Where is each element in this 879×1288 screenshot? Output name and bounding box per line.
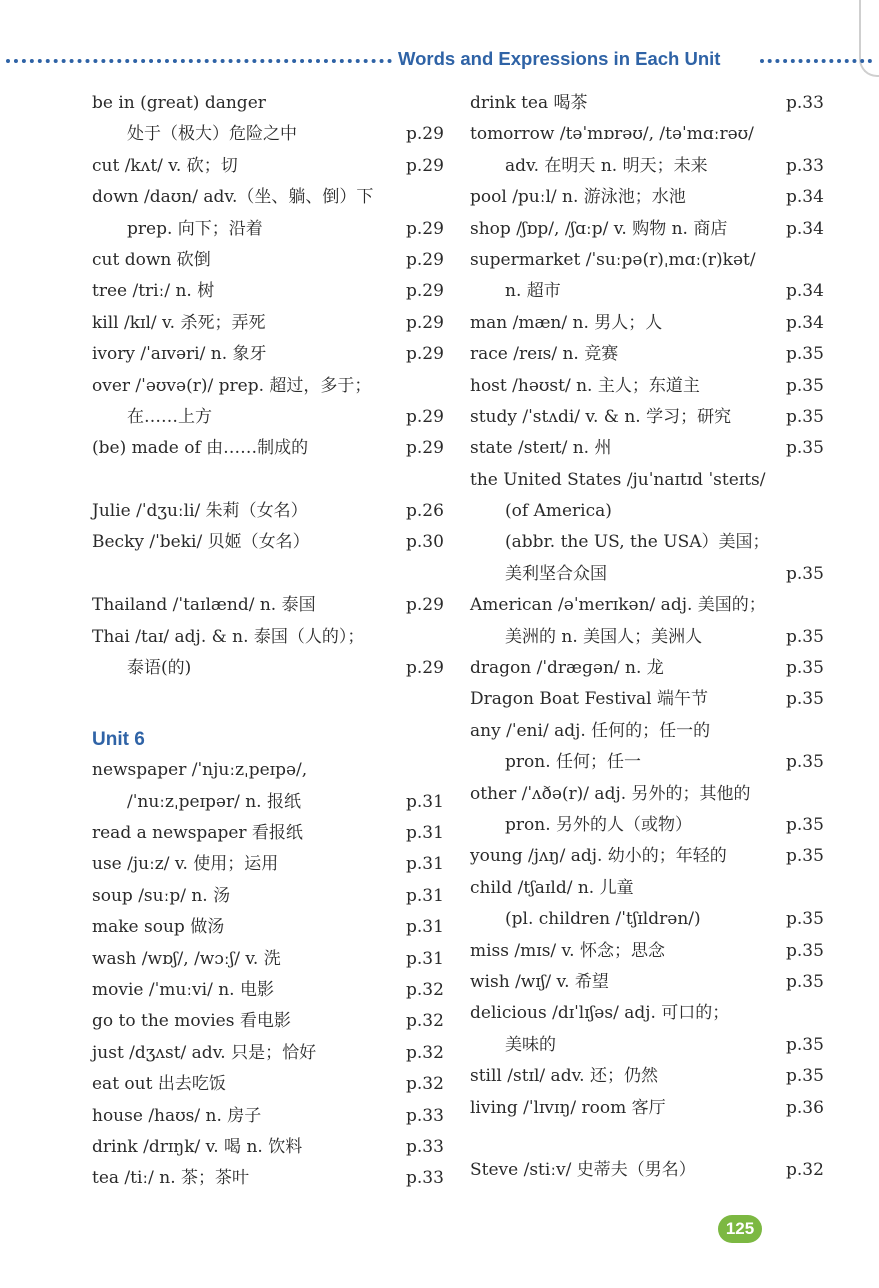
vocab-entry bbox=[92, 433, 452, 464]
spacer bbox=[92, 465, 452, 496]
page-reference: p.35 bbox=[786, 438, 824, 459]
entry-text: 处于（极大）危险之中 bbox=[127, 124, 297, 145]
page-reference: p.32 bbox=[786, 1160, 824, 1181]
page-reference: p.35 bbox=[786, 940, 824, 961]
entry-text: make soup 做汤 bbox=[92, 917, 225, 938]
page-reference: p.31 bbox=[406, 885, 444, 906]
page-reference: p.29 bbox=[406, 406, 444, 427]
page-reference: p.35 bbox=[786, 658, 824, 679]
entry-text: Thailand /ˈtaɪlænd/ n. 泰国 bbox=[92, 595, 316, 616]
vocab-entry bbox=[92, 496, 452, 527]
page-reference: p.33 bbox=[406, 1136, 444, 1157]
page-reference: p.35 bbox=[786, 563, 824, 584]
vocab-entry bbox=[92, 151, 452, 182]
vocab-entry bbox=[92, 402, 452, 433]
page-reference: p.29 bbox=[406, 595, 444, 616]
vocab-entry bbox=[92, 849, 452, 880]
entry-text: Becky /ˈbeki/ 贝姬（女名） bbox=[92, 532, 310, 553]
spacer bbox=[92, 559, 452, 590]
page-reference: p.35 bbox=[786, 344, 824, 365]
page-reference: p.31 bbox=[406, 854, 444, 875]
page-reference: p.35 bbox=[786, 909, 824, 930]
vocab-entry bbox=[470, 936, 830, 967]
vocab-entry bbox=[470, 214, 830, 245]
entry-text: tomorrow /təˈmɒrəʊ/, /təˈmɑːrəʊ/ bbox=[470, 124, 754, 145]
header-dots-left bbox=[6, 59, 392, 63]
vocab-entry bbox=[470, 779, 830, 810]
page-reference: p.29 bbox=[406, 658, 444, 679]
unit-heading bbox=[92, 724, 452, 755]
spacer bbox=[92, 684, 452, 715]
vocab-entry bbox=[92, 818, 452, 849]
vocab-entry bbox=[470, 119, 830, 150]
page-reference: p.35 bbox=[786, 814, 824, 835]
page-reference: p.34 bbox=[786, 281, 824, 302]
header-dots-right bbox=[760, 59, 872, 63]
vocab-entry bbox=[92, 653, 452, 684]
vocab-entry bbox=[92, 1101, 452, 1132]
vocab-entry bbox=[470, 590, 830, 621]
vocab-entry bbox=[92, 975, 452, 1006]
page-reference: p.35 bbox=[786, 1034, 824, 1055]
entry-text: tree /triː/ n. 树 bbox=[92, 281, 215, 302]
vocab-entry bbox=[92, 308, 452, 339]
entry-text: prep. 向下；沿着 bbox=[127, 218, 263, 239]
entry-text: wish /wɪʃ/ v. 希望 bbox=[470, 971, 609, 992]
entry-text: study /ˈstʌdi/ v. & n. 学习；研究 bbox=[470, 406, 732, 427]
vocab-entry bbox=[92, 622, 452, 653]
entry-text: young /jʌŋ/ adj. 幼小的；年轻的 bbox=[470, 846, 727, 867]
vocab-entry bbox=[92, 182, 452, 213]
vocab-entry bbox=[470, 1030, 830, 1061]
page-reference: p.29 bbox=[406, 124, 444, 145]
spacer bbox=[470, 1124, 830, 1155]
entry-text: pron. 任何；任一 bbox=[505, 752, 641, 773]
page-reference: p.35 bbox=[786, 1066, 824, 1087]
vocab-entry bbox=[470, 747, 830, 778]
entry-text: child /tʃaɪld/ n. 儿童 bbox=[470, 877, 634, 898]
entry-text: miss /mɪs/ v. 怀念；思念 bbox=[470, 940, 665, 961]
page-reference: p.31 bbox=[406, 917, 444, 938]
entry-text: use /juːz/ v. 使用；运用 bbox=[92, 854, 279, 875]
vocab-entry bbox=[470, 684, 830, 715]
vocab-entry bbox=[92, 1163, 452, 1194]
entry-text: state /steɪt/ n. 州 bbox=[470, 438, 612, 459]
entry-text: go to the movies 看电影 bbox=[92, 1011, 291, 1032]
vocab-entry bbox=[470, 151, 830, 182]
page-reference: p.35 bbox=[786, 406, 824, 427]
entry-text: movie /ˈmuːvi/ n. 电影 bbox=[92, 979, 274, 1000]
entry-text: cut down 砍倒 bbox=[92, 249, 211, 270]
vocab-entry bbox=[470, 559, 830, 590]
entry-text: be in (great) danger bbox=[92, 93, 266, 113]
vocab-entry bbox=[470, 88, 830, 119]
right-column bbox=[470, 88, 830, 1187]
entry-text: still /stɪl/ adv. 还；仍然 bbox=[470, 1066, 658, 1087]
vocab-entry bbox=[470, 182, 830, 213]
unit-heading-text: Unit 6 bbox=[92, 728, 145, 750]
page-reference: p.35 bbox=[786, 626, 824, 647]
entry-text: read a newspaper 看报纸 bbox=[92, 822, 303, 843]
page-reference: p.31 bbox=[406, 948, 444, 969]
entry-text: adv. 在明天 n. 明天；未来 bbox=[505, 155, 708, 176]
entry-text: drink /drɪŋk/ v. 喝 n. 饮料 bbox=[92, 1136, 303, 1157]
vocab-entry bbox=[470, 433, 830, 464]
vocab-entry bbox=[92, 214, 452, 245]
entry-text: cut /kʌt/ v. 砍；切 bbox=[92, 155, 238, 176]
vocab-entry bbox=[470, 496, 830, 527]
vocab-entry bbox=[92, 339, 452, 370]
entry-text: shop /ʃɒp/, /ʃɑːp/ v. 购物 n. 商店 bbox=[470, 218, 728, 239]
entry-text: (be) made of 由……制成的 bbox=[92, 438, 309, 459]
vocab-entry bbox=[92, 1132, 452, 1163]
page-reference: p.29 bbox=[406, 155, 444, 176]
page-reference: p.36 bbox=[786, 1097, 824, 1118]
vocab-entry bbox=[92, 590, 452, 621]
vocab-entry bbox=[470, 308, 830, 339]
page-reference: p.35 bbox=[786, 375, 824, 396]
entry-text: over /ˈəʊvə(r)/ prep. 超过，多于； bbox=[92, 375, 372, 396]
entry-text: man /mæn/ n. 男人；人 bbox=[470, 312, 663, 333]
vocab-entry bbox=[470, 276, 830, 307]
left-column bbox=[92, 88, 452, 1195]
entry-text: supermarket /ˈsuːpə(r)ˌmɑː(r)kət/ bbox=[470, 249, 756, 270]
page-reference: p.35 bbox=[786, 846, 824, 867]
vocab-entry bbox=[470, 653, 830, 684]
vocab-entry bbox=[92, 527, 452, 558]
vocab-entry bbox=[92, 88, 452, 119]
entry-text: n. 超市 bbox=[505, 281, 561, 302]
vocab-entry bbox=[470, 1061, 830, 1092]
page-reference: p.35 bbox=[786, 971, 824, 992]
vocab-entry bbox=[470, 339, 830, 370]
entry-text: any /ˈeni/ adj. 任何的；任一的 bbox=[470, 720, 711, 741]
page-reference: p.35 bbox=[786, 689, 824, 710]
entry-text: 泰语(的) bbox=[127, 658, 192, 679]
page-reference: p.34 bbox=[786, 187, 824, 208]
vocab-entry bbox=[470, 998, 830, 1029]
entry-text: (abbr. the US, the USA）美国； bbox=[505, 532, 770, 553]
vocab-entry bbox=[470, 967, 830, 998]
page-reference: p.34 bbox=[786, 218, 824, 239]
entry-text: Thai /taɪ/ adj. & n. 泰国（人的）； bbox=[92, 626, 365, 647]
vocab-entry bbox=[470, 1093, 830, 1124]
vocab-entry bbox=[92, 119, 452, 150]
entry-text: Dragon Boat Festival 端午节 bbox=[470, 689, 708, 710]
page-reference: p.31 bbox=[406, 791, 444, 812]
entry-text: race /reɪs/ n. 竞赛 bbox=[470, 344, 619, 365]
vocab-entry bbox=[92, 787, 452, 818]
vocab-entry bbox=[470, 527, 830, 558]
entry-text: kill /kɪl/ v. 杀死；弄死 bbox=[92, 312, 266, 333]
entry-text: down /daʊn/ adv.（坐、躺、倒）下 bbox=[92, 187, 374, 208]
entry-text: soup /suːp/ n. 汤 bbox=[92, 885, 231, 906]
page-number-badge: 125 bbox=[718, 1215, 762, 1243]
entry-text: living /ˈlɪvɪŋ/ room 客厅 bbox=[470, 1097, 666, 1118]
section-title: Words and Expressions in Each Unit bbox=[398, 48, 721, 69]
entry-text: pool /puːl/ n. 游泳池；水池 bbox=[470, 187, 686, 208]
vocab-entry bbox=[92, 1038, 452, 1069]
page-reference: p.32 bbox=[406, 1042, 444, 1063]
vocab-entry bbox=[92, 755, 452, 786]
vocab-entry bbox=[470, 873, 830, 904]
entry-text: Steve /stiːv/ 史蒂夫（男名） bbox=[470, 1160, 696, 1181]
vocab-entry bbox=[92, 1006, 452, 1037]
vocab-entry bbox=[92, 912, 452, 943]
vocab-entry bbox=[470, 1155, 830, 1186]
page-reference: p.29 bbox=[406, 249, 444, 270]
page-reference: p.26 bbox=[406, 501, 444, 522]
entry-text: American /əˈmerɪkən/ adj. 美国的； bbox=[470, 595, 766, 616]
vocab-entry bbox=[470, 716, 830, 747]
page-reference: p.29 bbox=[406, 312, 444, 333]
page-reference: p.32 bbox=[406, 979, 444, 1000]
vocab-entry bbox=[92, 881, 452, 912]
entry-text: just /dʒʌst/ adv. 只是；恰好 bbox=[92, 1042, 317, 1063]
entry-text: newspaper /ˈnjuːzˌpeɪpə/, bbox=[92, 760, 308, 781]
entry-text: /ˈnuːzˌpeɪpər/ n. 报纸 bbox=[127, 791, 301, 812]
vocab-entry bbox=[92, 276, 452, 307]
page-reference: p.31 bbox=[406, 822, 444, 843]
entry-text: delicious /dɪˈlɪʃəs/ adj. 可口的； bbox=[470, 1003, 730, 1024]
page-reference: p.33 bbox=[406, 1168, 444, 1189]
entry-text: dragon /ˈdræɡən/ n. 龙 bbox=[470, 658, 664, 679]
entry-text: the United States /juˈnaɪtɪd ˈsteɪts/ bbox=[470, 469, 766, 490]
entry-text: drink tea 喝茶 bbox=[470, 93, 588, 113]
page-reference: p.33 bbox=[786, 155, 824, 176]
vocab-entry bbox=[470, 371, 830, 402]
entry-text: tea /tiː/ n. 茶；茶叶 bbox=[92, 1168, 250, 1189]
entry-text: other /ˈʌðə(r)/ adj. 另外的；其他的 bbox=[470, 783, 751, 804]
page-reference: p.33 bbox=[786, 93, 824, 113]
entry-text: ivory /ˈaɪvəri/ n. 象牙 bbox=[92, 344, 267, 365]
vocab-entry bbox=[92, 245, 452, 276]
vocab-entry bbox=[470, 810, 830, 841]
vocab-entry bbox=[92, 944, 452, 975]
entry-text: (of America) bbox=[505, 501, 612, 522]
vocab-entry bbox=[92, 1069, 452, 1100]
entry-text: house /haʊs/ n. 房子 bbox=[92, 1105, 262, 1126]
page-reference: p.29 bbox=[406, 344, 444, 365]
entry-text: (pl. children /ˈtʃɪldrən/) bbox=[505, 909, 701, 930]
entry-text: 美洲的 n. 美国人；美洲人 bbox=[505, 626, 703, 647]
page-reference: p.29 bbox=[406, 281, 444, 302]
vocab-entry bbox=[470, 402, 830, 433]
page-reference: p.34 bbox=[786, 312, 824, 333]
entry-text: eat out 出去吃饭 bbox=[92, 1074, 226, 1095]
section-header bbox=[0, 45, 879, 77]
page-reference: p.32 bbox=[406, 1011, 444, 1032]
vocab-entry bbox=[470, 622, 830, 653]
page-reference: p.32 bbox=[406, 1074, 444, 1095]
entry-text: host /həʊst/ n. 主人；东道主 bbox=[470, 375, 700, 396]
entry-text: wash /wɒʃ/, /wɔːʃ/ v. 洗 bbox=[92, 948, 281, 969]
page-reference: p.29 bbox=[406, 218, 444, 239]
vocab-entry bbox=[470, 465, 830, 496]
page-reference: p.35 bbox=[786, 752, 824, 773]
entry-text: 美味的 bbox=[505, 1034, 556, 1055]
entry-text: 美利坚合众国 bbox=[505, 563, 607, 584]
entry-text: 在……上方 bbox=[127, 406, 212, 427]
page-reference: p.29 bbox=[406, 438, 444, 459]
vocab-entry bbox=[92, 371, 452, 402]
page-reference: p.30 bbox=[406, 532, 444, 553]
entry-text: Julie /ˈdʒuːli/ 朱莉（女名） bbox=[92, 501, 308, 522]
vocab-entry bbox=[470, 245, 830, 276]
page-reference: p.33 bbox=[406, 1105, 444, 1126]
vocab-entry bbox=[470, 841, 830, 872]
entry-text: pron. 另外的人（或物） bbox=[505, 814, 692, 835]
vocab-entry bbox=[470, 904, 830, 935]
